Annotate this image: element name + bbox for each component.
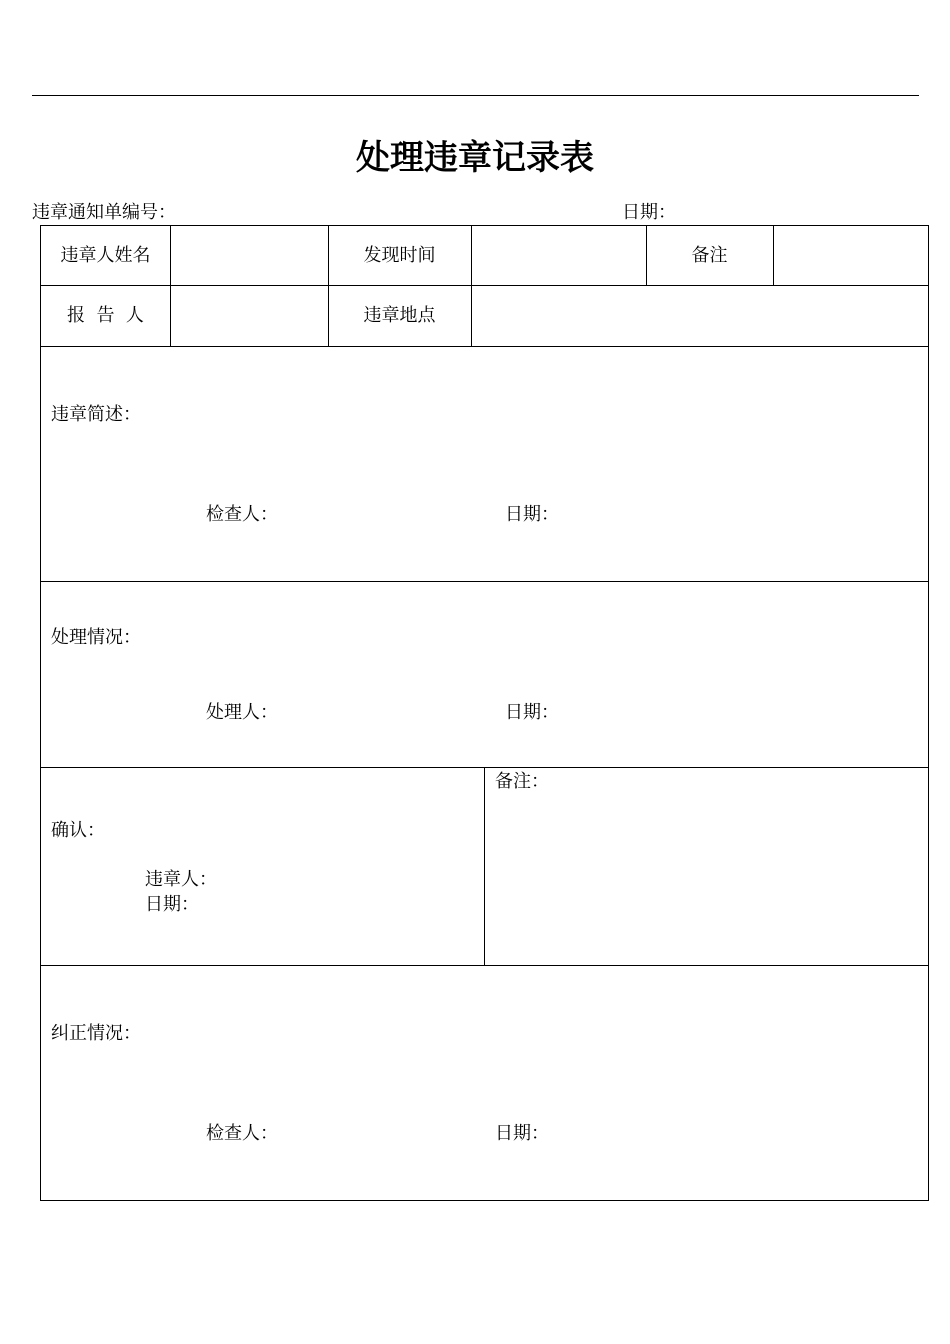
correction-date-label: 日期：: [495, 1123, 549, 1144]
confirm-label: 确认：: [51, 820, 105, 841]
row-divider: [41, 285, 928, 286]
remark-label: 备注: [691, 245, 728, 266]
description-date-label: 日期：: [505, 504, 559, 525]
found-time-label: 发现时间: [363, 245, 436, 266]
handler-label: 处理人：: [206, 702, 278, 723]
confirm-remark-label: 备注：: [495, 771, 549, 792]
column-divider: [484, 767, 485, 965]
confirm-date-label: 日期：: [145, 894, 199, 915]
column-divider: [170, 226, 171, 346]
correction-label: 纠正情况：: [51, 1023, 141, 1044]
violator-signature-label: 违章人：: [145, 869, 217, 890]
column-divider: [471, 226, 472, 346]
location-label: 违章地点: [363, 305, 436, 326]
handling-label: 处理情况：: [51, 627, 141, 648]
notice-number-label: 违章通知单编号：: [32, 202, 176, 223]
handling-date-label: 日期：: [505, 702, 559, 723]
row-divider: [41, 581, 928, 582]
description-inspector-label: 检查人：: [206, 504, 278, 525]
violator-name-label: 违章人姓名: [60, 245, 151, 266]
correction-inspector-label: 检查人：: [206, 1123, 278, 1144]
description-label: 违章简述：: [51, 404, 141, 425]
reporter-label: 报 告 人: [67, 305, 144, 326]
header-date-label: 日期：: [622, 202, 676, 223]
form-title: 处理违章记录表: [356, 138, 594, 178]
row-divider: [41, 346, 928, 347]
form-table: [40, 225, 929, 1201]
row-divider: [41, 965, 928, 966]
top-rule: [32, 95, 919, 96]
column-divider: [328, 226, 329, 346]
column-divider: [773, 226, 774, 286]
